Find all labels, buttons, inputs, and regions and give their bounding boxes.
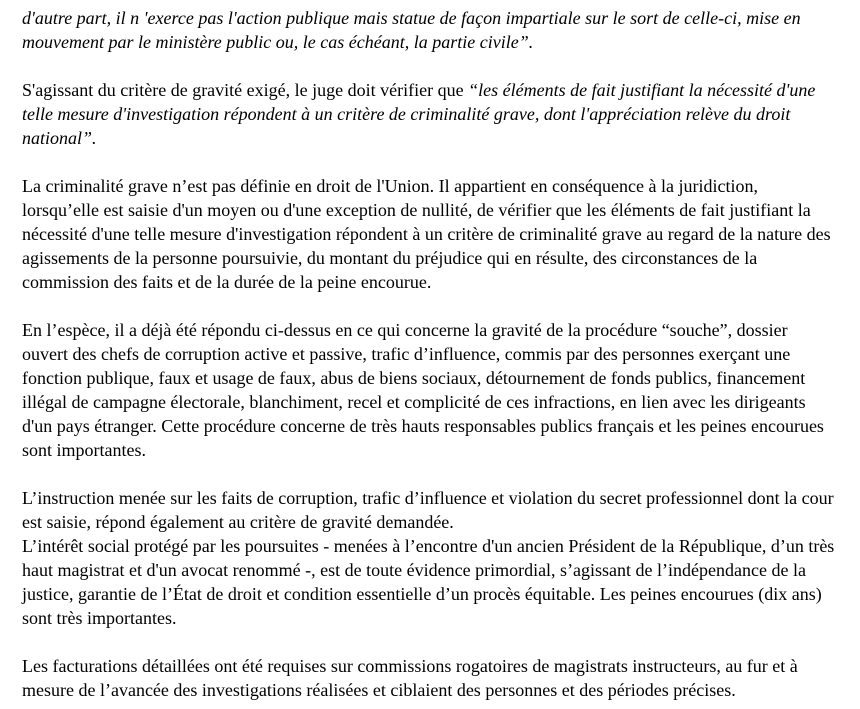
paragraph-4	[22, 318, 838, 462]
paragraph-3	[22, 174, 838, 294]
paragraph-5-text: L’instruction menée sur les faits de corruption, trafic d’influence et violation du secret professionnel dont la cour est saisie, répond également au critère de gravité demandée.	[22, 488, 834, 532]
paragraph-5	[22, 486, 838, 534]
paragraph-4-text: En l’espèce, il a déjà été répondu ci-dessus en ce qui concerne la gravité de la procédure “souche”, dossier ouvert des chefs de corruption active et passive, trafic d’influence, commis par des personnes exerçant une fonction publique, faux et usage de faux, abus de biens sociaux, détournement de fonds publics, financement illégal de campagne électorale, blanchiment, recel et complicité de ces infractions, en lien avec les dirigeants d'un pays étranger. Cette procédure concerne de très hauts responsables publics français et les peines encourues sont importantes.	[22, 320, 824, 460]
paragraph-1-quote: d'autre part, il n 'exerce pas l'action publique mais statue de façon impartiale sur le sort de celle-ci, mise en mouvement par le ministère public ou, le cas échéant, la partie civile”.	[22, 8, 801, 52]
paragraph-6-text: L’intérêt social protégé par les poursuites - menées à l’encontre d'un ancien Président de la République, d’un très haut magistrat et d'un avocat renommé -, est de toute évidence primordial, s’agissant de l’indépendance de la justice, garantie de l’État de droit et condition essentielle d’un procès équitable. Les peines encourues (dix ans) sont très importantes.	[22, 536, 835, 628]
paragraph-1	[22, 6, 838, 54]
paragraph-6	[22, 534, 838, 630]
paragraph-2	[22, 78, 838, 150]
paragraph-2-quote: “les éléments de fait justifiant la nécessité d'une telle mesure d'investigation répondent à un critère de criminalité grave, dont l'appréciation relève du droit national”.	[22, 80, 816, 148]
document-body	[22, 6, 838, 702]
paragraph-7	[22, 654, 838, 702]
paragraph-2-text: S'agissant du critère de gravité exigé, le juge doit vérifier que	[22, 80, 469, 100]
paragraph-3-text: La criminalité grave n’est pas définie en droit de l'Union. Il appartient en conséquence à la juridiction, lorsqu’elle est saisie d'un moyen ou d'une exception de nullité, de vérifier que les éléments de fait justifiant la nécessité d'une telle mesure d'investigation répondent à un critère de criminalité grave au regard de la nature des agissements de la personne poursuivie, du montant du préjudice qui en résulte, des circonstances de la commission des faits et de la durée de la peine encourue.	[22, 176, 831, 292]
paragraph-7-text: Les facturations détaillées ont été requises sur commissions rogatoires de magistrats instructeurs, au fur et à mesure de l’avancée des investigations réalisées et ciblaient des personnes et des périodes précises.	[22, 656, 798, 700]
